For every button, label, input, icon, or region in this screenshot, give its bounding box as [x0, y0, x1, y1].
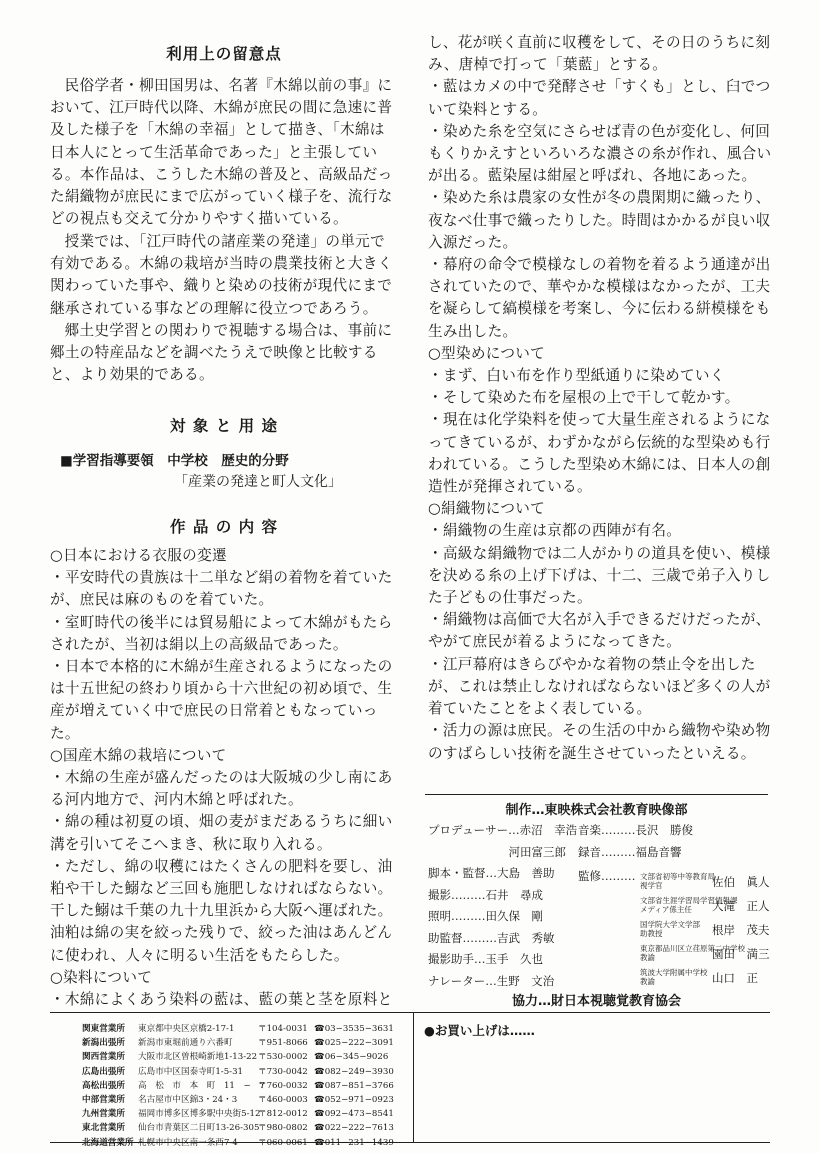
heading-usage-notes: 利用上の留意点	[166, 45, 282, 63]
supervisor-name: 佐伯 眞人	[712, 875, 770, 889]
branch-postal: 〒980-0802	[258, 1123, 308, 1134]
supervisor-title: 文部省生涯学習局学習情報課 メディア係主任	[640, 896, 738, 914]
usage-paragraph-1: 民俗学者・柳田国男は、名著『木綿以前の事』において、江戸時代以降、木綿が庶民の間に急速に普及した様子を「木綿の幸福」として描き、「木綿は日本人にとって生活革命であった」と主張している。本作品は、こうした木綿の普及と、高級品だった絹織物が庶民にまで広がっていく様子を、流行などの視点も交えて分かりやすく描いている。	[50, 77, 393, 228]
branch-name: 高松出張所	[82, 1080, 125, 1091]
music-sound-credits: 音楽………長沢 勝俊 録音………福島音響	[578, 823, 693, 859]
branch-name: 関西営業所	[82, 1052, 125, 1063]
branch-address: 高 松 市 本 町 11 − 7	[138, 1080, 265, 1091]
curriculum-guideline: ■学習指導要領 中学校 歴史的分野	[60, 453, 289, 469]
branch-row	[82, 1036, 410, 1050]
branch-row	[82, 1050, 410, 1064]
supervisor-name: 根岸 茂夫	[712, 923, 770, 937]
branch-office-list	[82, 1022, 410, 1150]
branch-address: 福岡市博多区博多駅中央街5-12	[138, 1109, 261, 1120]
branch-address: 仙台市青葉区二日町13-26-305	[138, 1123, 260, 1134]
branch-row	[82, 1022, 410, 1036]
branch-name: 広島出張所	[82, 1066, 125, 1077]
supervisor-title: 東京都品川区立荏原第二中学校 教諭	[640, 944, 745, 962]
branch-postal: 〒530-0002	[258, 1052, 308, 1063]
branch-postal: 〒460-0003	[258, 1095, 308, 1106]
branch-name: 関東営業所	[82, 1024, 125, 1034]
branch-postal: 〒760-0032	[258, 1080, 308, 1091]
content-right: し、花が咲く直前に収穫をして、その日のうちに刻み、唐棹で打って「葉藍」とする。 ・藍はカメの中で発酵させ「すくも」とし、臼でついて染料とする。 ・染めた糸を空気にさらせば青の色が変化し、何回もくりかえすといろいろな濃さの糸が作れ、風合いが出る。藍染屋は紺屋と呼ばれ、各地にあった。 ・染めた糸は農家の女性が冬の農閑期に織ったり、夜なべ仕事で織ったりした。時間はかかるが良い収入源だった。 ・幕府の命令で模様なしの着物を着るよう通達が出されていたので、華やかな模様はなかったが、工夫を凝らして縞模様を考案し、今に伝わる絣模様をも生み出した。 ○型染めについて ・まず、白い布を作り型紙通りに染めていく ・そして染めた布を屋根の上で干して乾かす。 ・現在は化学染料を使って大量生産されるようになってきているが、わずかながら伝統的な型染めも行われている。こうした型染め木綿には、日本人の創造性が発揮されている。 ○絹織物について ・絹織物の生産は京都の西陣が有名。 ・高級な絹織物では二人がかりの道具を使い、模様を決める糸の上げ下げは、十二、三歳で弟子入りした子どもの仕事だった。 ・絹織物は高価で大名が入手できるだけだったが、やがて庶民が着るようになってきた。 ・江戸幕府はきらびやかな着物の禁止令を出したが、これは禁止しなければならないほど多くの人が着ていたことをよく表している。 ・活力の源は庶民。その生活の中から織物や染め物のすばらしい技術を誕生させていったといえる。	[428, 34, 772, 762]
branch-postal: 〒060-0061	[258, 1137, 308, 1148]
branch-phone: ☎025−222−3091	[314, 1038, 394, 1049]
supervisor-entry	[640, 962, 780, 986]
usage-paragraph-3: 郷土史学習との関わりで視聴する場合は、事前に郷土の特産品などを調べたうえで映像と比較すると、より効果的である。	[50, 322, 393, 384]
supervisor-entry	[640, 914, 780, 938]
production-credit: 制作…東映株式会社教育映像部	[505, 803, 688, 818]
branch-postal: 〒104-0031	[258, 1024, 308, 1034]
supervision-label: 監修………	[578, 869, 636, 883]
branch-address: 大阪市北区曽根崎新地1-13-22	[138, 1052, 258, 1063]
footer-divider	[413, 1012, 414, 1142]
supervisor-name: 大滝 正人	[712, 899, 770, 913]
cooperation-credit: 協力…財日本視聴覚教育協会	[511, 994, 681, 1009]
branch-row	[82, 1065, 410, 1079]
curriculum-unit: 「産業の発達と町人文化」	[174, 474, 342, 490]
supervisor-name: 山口 正	[712, 971, 758, 985]
purchase-label: ●お買い上げは……	[424, 1023, 535, 1038]
branch-phone: ☎092−473−8541	[314, 1109, 394, 1120]
branch-postal: 〒812-0012	[258, 1109, 308, 1120]
branch-name: 新潟出張所	[82, 1038, 125, 1049]
heading-target-use: 対 象 と 用 途	[169, 417, 279, 435]
supervisor-title: 国学院大学文学部 助教授	[640, 920, 700, 938]
content-left: ○日本における衣服の変遷 ・平安時代の貴族は十二単など絹の着物を着ていたが、庶民は麻のものを着ていた。 ・室町時代の後半には貿易船によって木綿がもたらされたが、当初は絹以上の高級品であった。 ・日本で本格的に木綿が生産されるようになったのは十五世紀の終わり頃から十六世紀の初め頃で、生産が増えていく中で庶民の日常着ともなっていった。 ○国産木綿の栽培について ・木綿の生産が盛んだったのは大阪城の少し南にある河内地方で、河内木綿と呼ばれた。 ・綿の種は初夏の頃、畑の麦がまだあるうちに細い溝を引いてそこへまき、秋に取り入れる。 ・ただし、綿の収穫にはたくさんの肥料を要し、油粕や干した鰯など三回も施肥しなければならない。干した鰯は千葉の九十九里浜から大阪へ運ばれた。油粕は綿の実を絞った残りで、絞った油はあんどんに使われ、人々に明るい生活をもたらした。 ○染料について ・木綿によくあう染料の藍は、藍の葉と茎を原料と	[50, 547, 393, 1009]
branch-name: 北海道営業所	[82, 1137, 134, 1148]
branch-row	[82, 1107, 410, 1121]
footer-top-rule	[50, 1012, 770, 1013]
branch-phone: ☎082−249−3930	[314, 1066, 394, 1077]
branch-row	[82, 1121, 410, 1135]
branch-address: 新潟市東堀前通り六番町	[138, 1038, 233, 1049]
branch-row	[82, 1093, 410, 1107]
branch-address: 広島市中区国泰寺町1-5-31	[138, 1066, 244, 1077]
branch-address: 札幌市中央区南一条西7-4	[138, 1137, 238, 1148]
branch-address: 東京都中央区京橋2-17-1	[138, 1024, 235, 1034]
branch-name: 中部営業所	[82, 1095, 125, 1106]
supervisor-title: 筑波大学附属中学校 教諭	[640, 968, 708, 986]
branch-name: 東北営業所	[82, 1123, 125, 1134]
branch-phone: ☎03−3535−3631	[314, 1024, 394, 1034]
branch-phone: ☎011−231−1439	[314, 1137, 394, 1148]
branch-row	[82, 1079, 410, 1093]
branch-row	[82, 1136, 410, 1150]
branch-phone: ☎087−851−3766	[314, 1080, 394, 1091]
supervisor-entry	[640, 938, 780, 962]
heading-content: 作 品 の 内 容	[169, 518, 279, 536]
branch-phone: ☎06−345−9026	[314, 1052, 389, 1063]
supervisor-entry	[640, 890, 780, 914]
branch-phone: ☎022−222−7613	[314, 1123, 394, 1134]
branch-postal: 〒951-8066	[258, 1038, 308, 1049]
branch-postal: 〒730-0042	[258, 1066, 308, 1077]
branch-phone: ☎052−971−0923	[314, 1095, 394, 1106]
supervisor-entry	[640, 866, 780, 890]
credits-top-rule	[425, 794, 768, 795]
supervisor-name: 園田 満三	[712, 947, 770, 961]
branch-address: 名古屋市中区錦3・24・3	[138, 1095, 238, 1106]
branch-name: 九州営業所	[82, 1109, 125, 1120]
supervisor-title: 文部省初等中等教育局 視学官	[640, 872, 715, 890]
supervisor-list	[640, 866, 780, 986]
staff-credits: プロデューサー…赤沼 幸浩 河田富三郎 脚本・監督…大島 善助 撮影………石井 尋成 照明………田久保 剛 助監督………吉武 秀敏 撮影助手…玉手 久也 ナレーター…生野 文治	[428, 823, 578, 988]
usage-paragraph-2: 授業では、「江戸時代の諸産業の発達」の単元で有効である。木綿の栽培が当時の農業技術と大きく関わっていた事や、織りと染めの技術が現代にまで継承されている事などの理解に役立つであろう。	[50, 233, 393, 317]
